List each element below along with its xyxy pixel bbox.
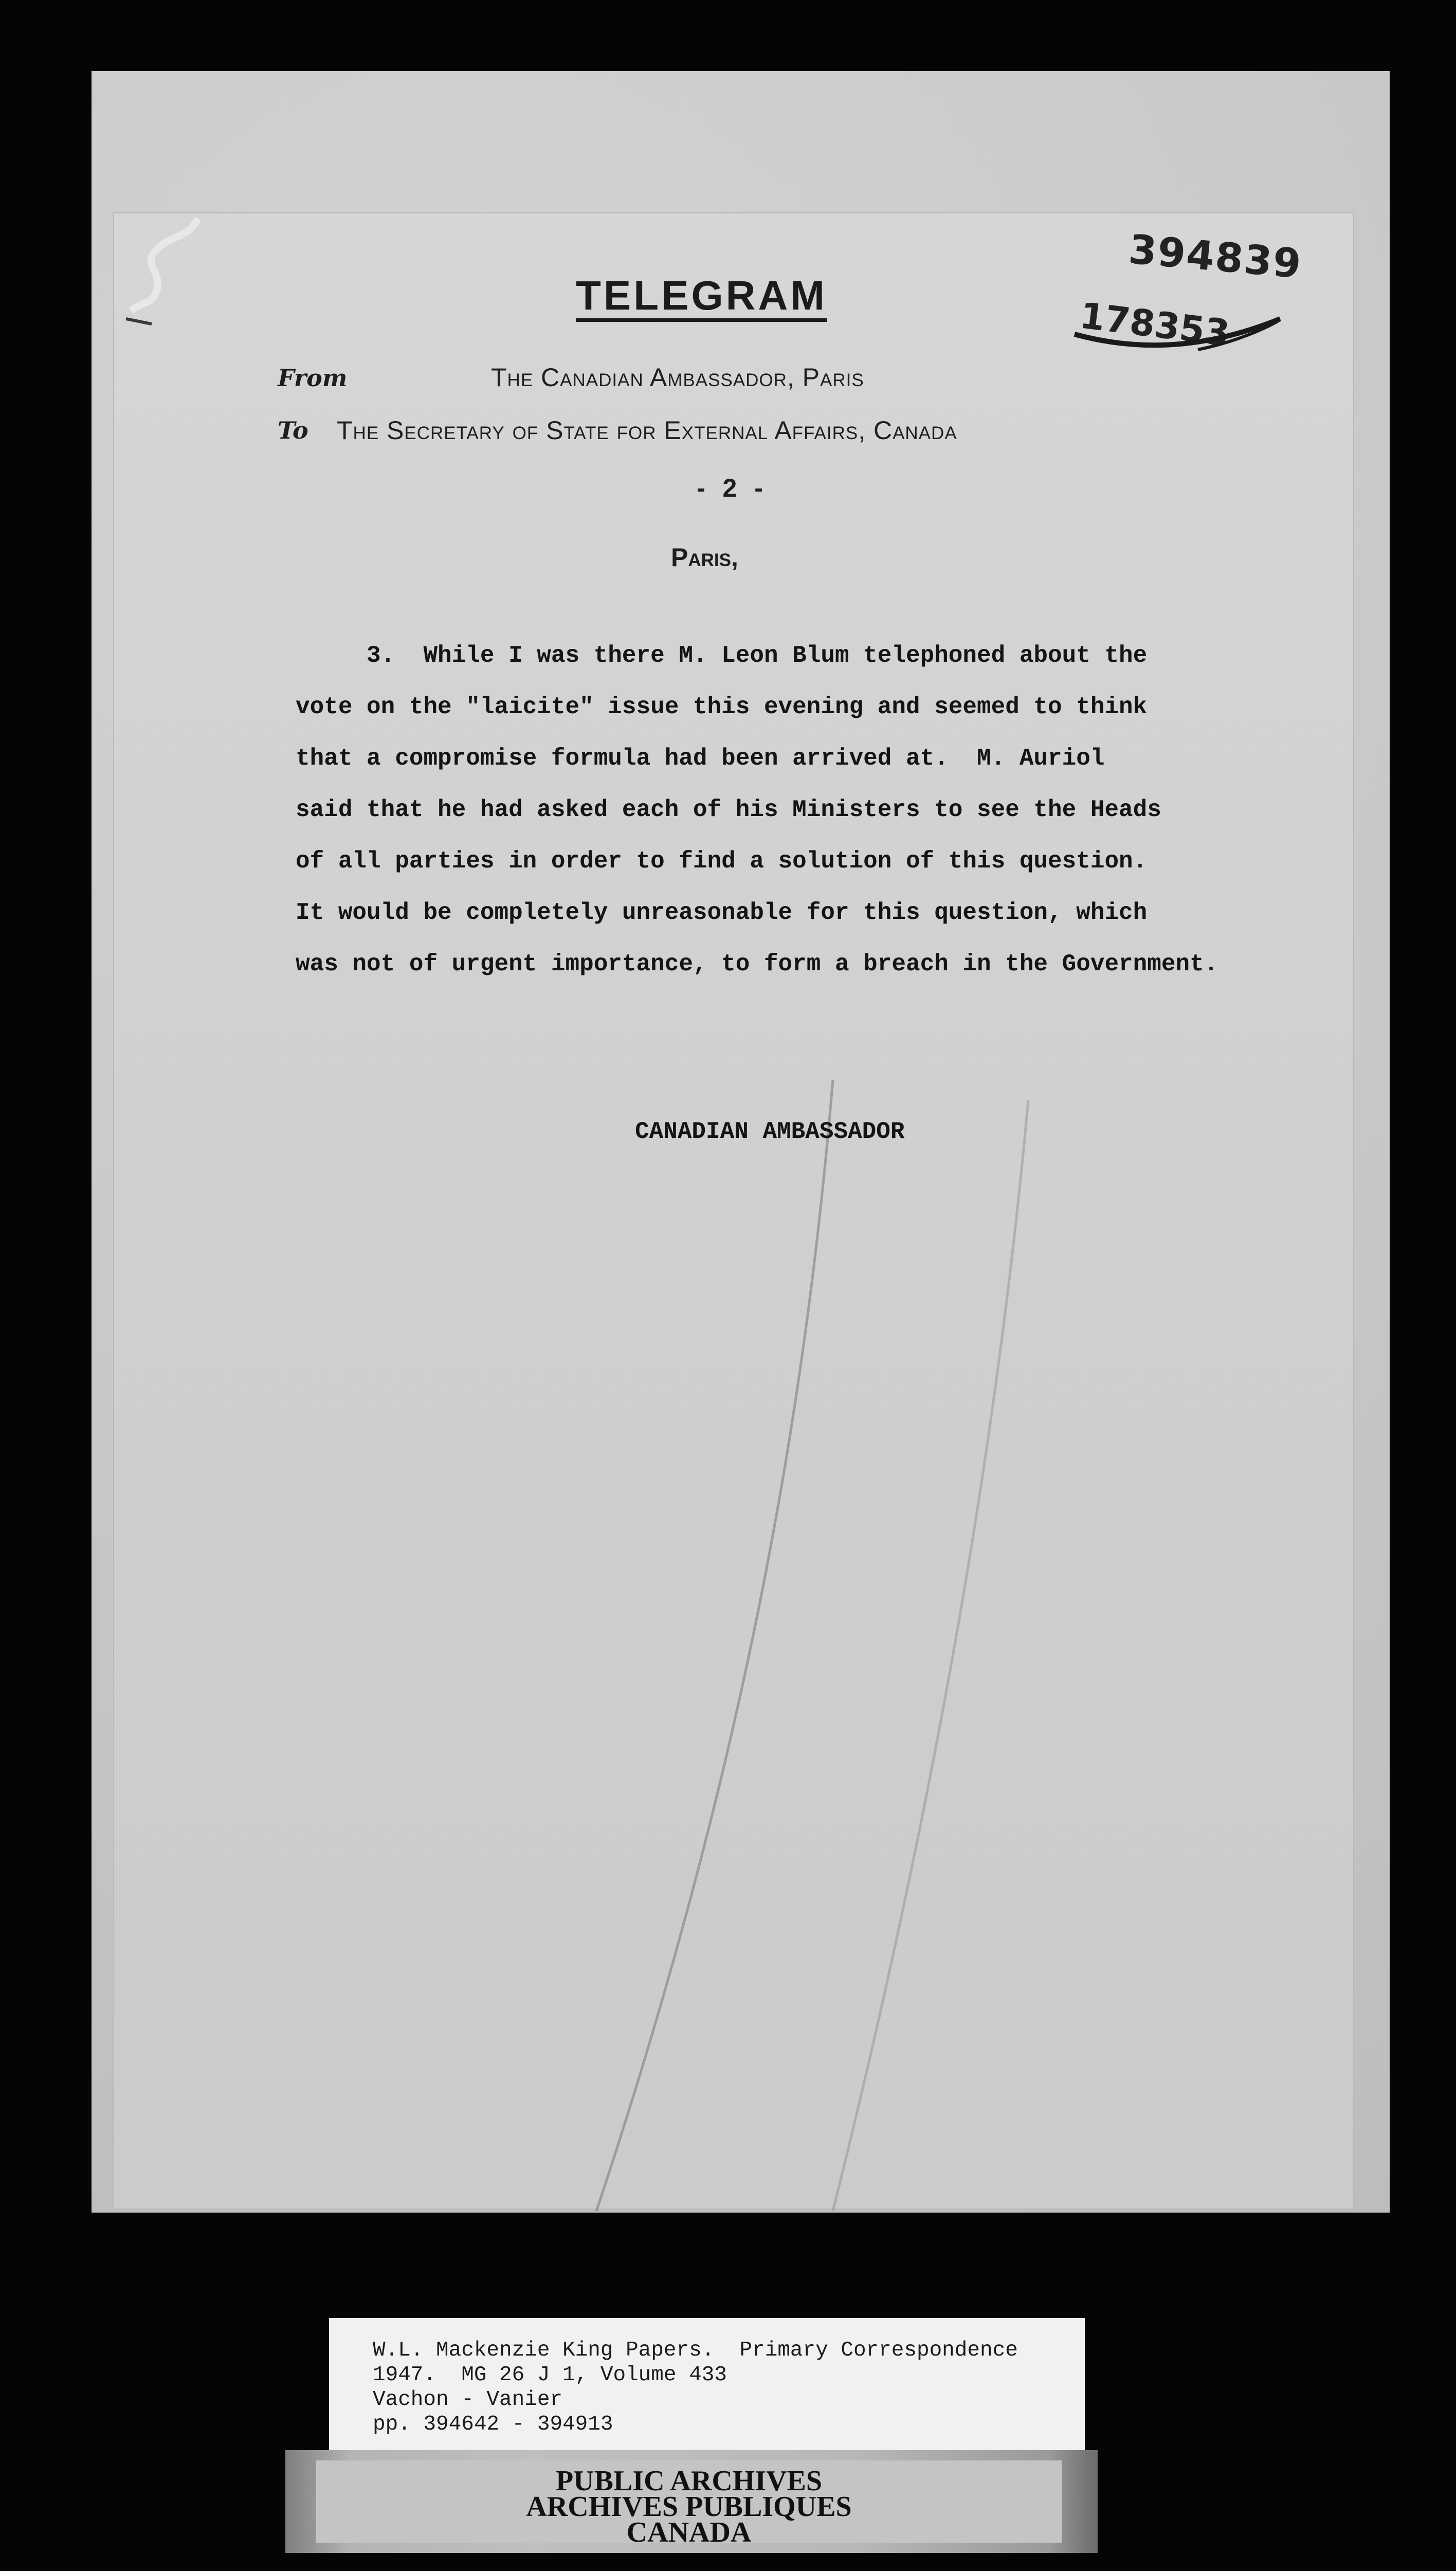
archives-stamp: [285, 2450, 1098, 2553]
body-line: vote on the "laicite" issue this evening and seemed to think: [296, 694, 1148, 720]
page-indicator: - 2 -: [697, 474, 768, 502]
archive-label-line: Vachon - Vanier: [373, 2388, 563, 2412]
body-line: said that he had asked each of his Ministers to see the Heads: [296, 796, 1161, 823]
stamp-line-2: ARCHIVES PUBLIQUES: [526, 2491, 852, 2523]
pencil-strokes: [566, 1080, 1080, 2211]
telegram-heading: TELEGRAM: [576, 275, 827, 322]
archive-label-line: pp. 394642 - 394913: [373, 2413, 613, 2436]
telegram-body: [296, 630, 1365, 990]
archives-stamp-inner: [316, 2460, 1062, 2548]
archive-label-line: 1947. MG 26 J 1, Volume 433: [373, 2363, 727, 2387]
from-label: From: [278, 364, 348, 392]
to-value: The Secretary of State for External Affairs, Canada: [337, 416, 957, 445]
stamp-line-1: PUBLIC ARCHIVES: [555, 2465, 823, 2497]
strikethrough-mark: [1069, 314, 1285, 375]
torn-corner: [121, 208, 213, 327]
archive-reference-label: [329, 2318, 1085, 2454]
signature: CANADIAN AMBASSADOR: [635, 1118, 905, 1145]
from-value: The Canadian Ambassador, Paris: [491, 363, 864, 392]
place-line: Paris,: [671, 543, 738, 572]
stamp-line-3: CANADA: [626, 2516, 752, 2548]
body-line: of all parties in order to find a solution of this question.: [296, 848, 1148, 875]
body-line: that a compromise formula had been arrived at. M. Auriol: [296, 745, 1105, 772]
to-label: To: [278, 417, 308, 444]
document-number: 394839: [1126, 226, 1304, 288]
body-line: 3. While I was there M. Leon Blum telephoned about the: [296, 642, 1148, 669]
archive-label-line: W.L. Mackenzie King Papers. Primary Correspondence: [373, 2339, 1018, 2362]
old-document-number: 178353: [1078, 294, 1232, 355]
body-line: It would be completely unreasonable for this question, which: [296, 899, 1148, 926]
body-line: was not of urgent importance, to form a breach in the Government.: [296, 951, 1218, 977]
